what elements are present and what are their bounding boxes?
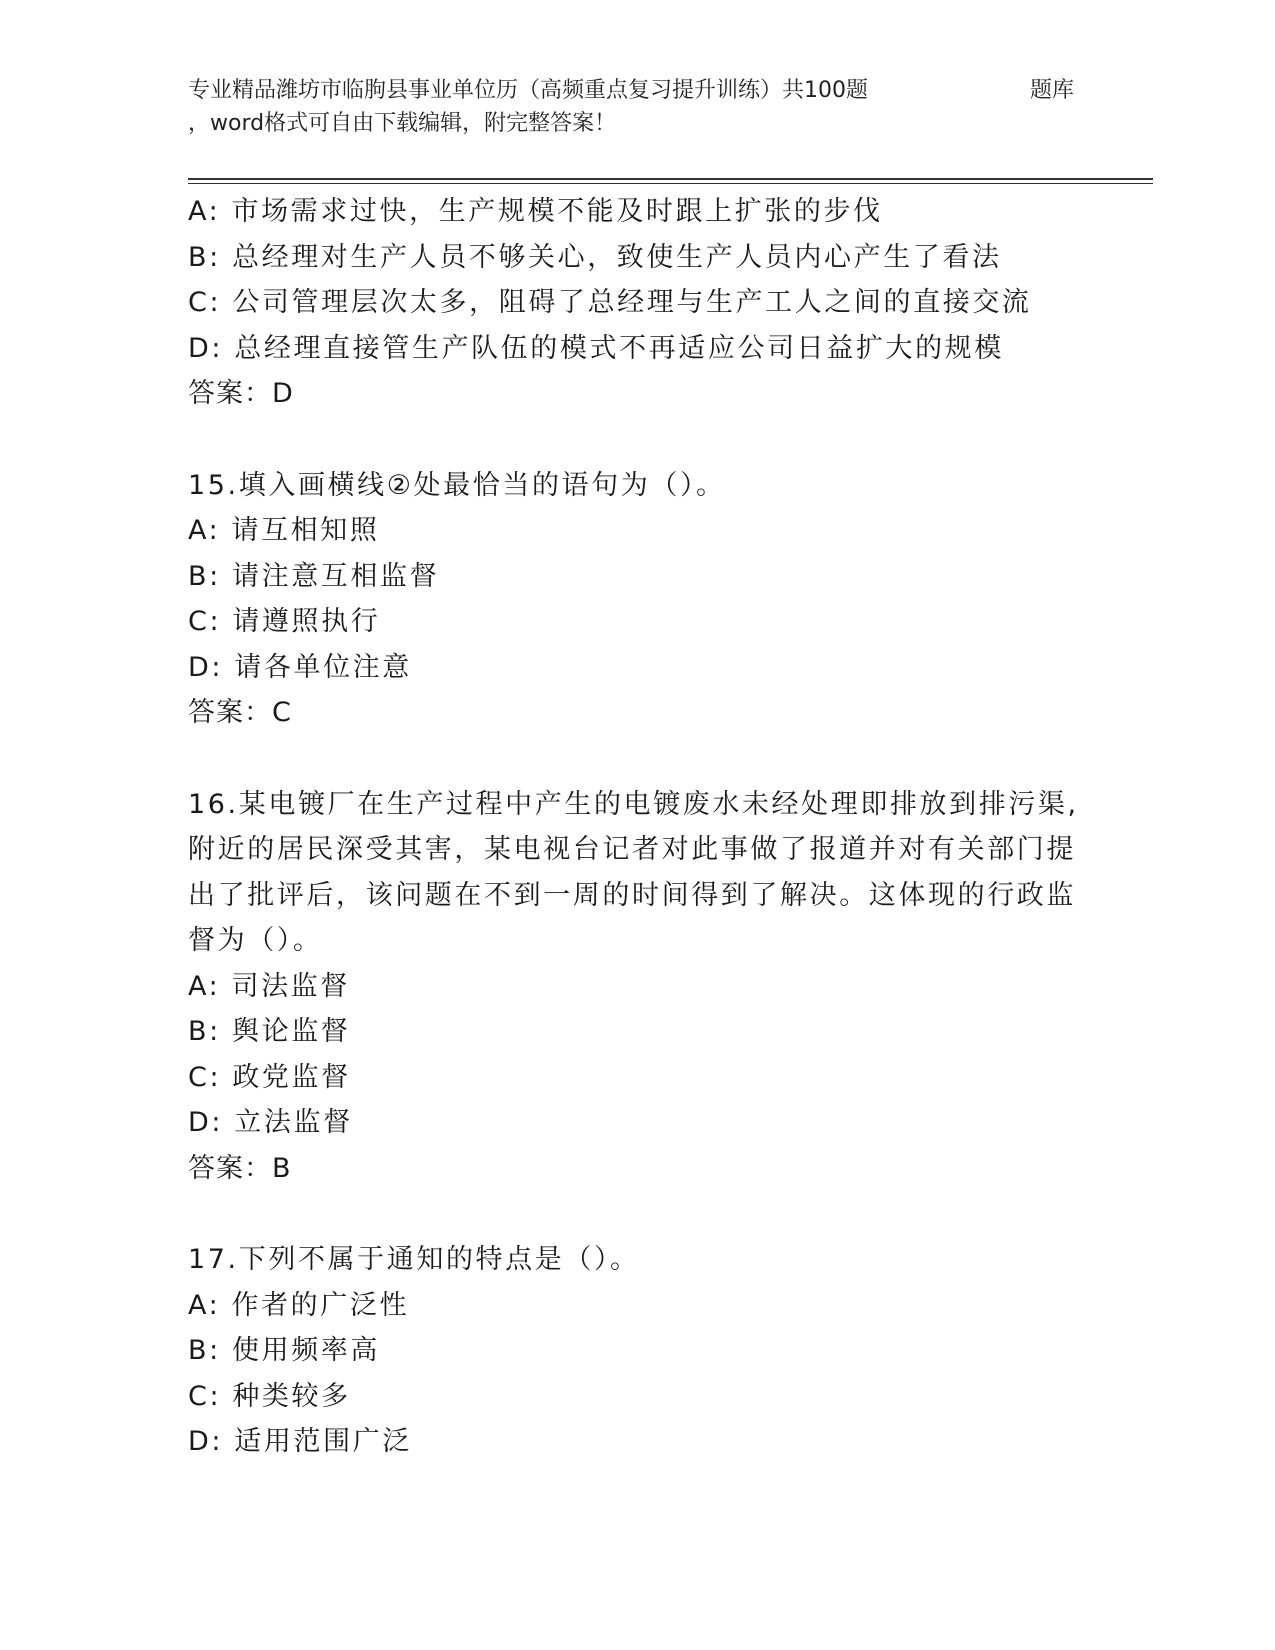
header-title-line1: 专业精品潍坊市临朐县事业单位历（高频重点复习提升训练）共100题: [188, 78, 868, 103]
option-c: C: 种类较多: [188, 1380, 351, 1412]
page-header: [188, 74, 1088, 140]
option-d: D: 适用范围广泛: [188, 1426, 412, 1457]
answer: 答案：C: [188, 697, 292, 728]
header-rule-thick: [188, 178, 1153, 180]
option-d: D: 请各单位注意: [188, 651, 412, 683]
question-stem-line3: 出了批评后，该问题在不到一周的时间得到了解决。这体现的行政监: [188, 879, 1076, 911]
question-stem-line1: 16.某电镀厂在生产过程中产生的电镀废水未经处理即排放到排污渠,: [188, 788, 1079, 820]
option-d: D: 总经理直接管生产队伍的模式不再适应公司日益扩大的规模: [188, 332, 1004, 364]
option-b: B: 请注意互相监督: [188, 560, 440, 592]
answer: 答案：D: [188, 378, 294, 409]
question-list: [188, 189, 1088, 1465]
option-a: A: 司法监督: [188, 970, 350, 1002]
question-stem-line4: 督为（）。: [188, 925, 323, 956]
header-tag: 题库: [1030, 78, 1075, 103]
question-14: [188, 189, 1088, 417]
answer: 答案：B: [188, 1152, 292, 1184]
question-stem: 15.填入画横线②处最恰当的语句为（）。: [188, 469, 726, 501]
question-stem-line2: 附近的居民深受其害，某电视台记者对此事做了报道并对有关部门提: [188, 834, 1076, 865]
option-a: A: 作者的广泛性: [188, 1289, 410, 1321]
option-b: B: 舆论监督: [188, 1016, 351, 1047]
option-b: B: 使用频率高: [188, 1335, 381, 1366]
question-stem: 17.下列不属于通知的特点是（）。: [188, 1244, 640, 1275]
header-rule-thin: [188, 183, 1153, 184]
option-b: B: 总经理对生产人员不够关心，致使生产人员内心产生了看法: [188, 241, 1002, 273]
header-title-line2: ，word格式可自由下载编辑，附完整答案！: [188, 111, 617, 136]
option-a: A: 请互相知照: [188, 515, 380, 546]
option-c: C: 政党监督: [188, 1061, 351, 1093]
question-17: [188, 1237, 1088, 1465]
question-15: [188, 463, 1088, 736]
option-a: A: 市场需求过快，生产规模不能及时跟上扩张的步伐: [188, 196, 883, 227]
option-c: C: 请遵照执行: [188, 606, 381, 637]
option-d: D: 立法监督: [188, 1107, 353, 1138]
option-c: C: 公司管理层次太多，阻碍了总经理与生产工人之间的直接交流: [188, 287, 1032, 318]
question-16: [188, 782, 1088, 1192]
